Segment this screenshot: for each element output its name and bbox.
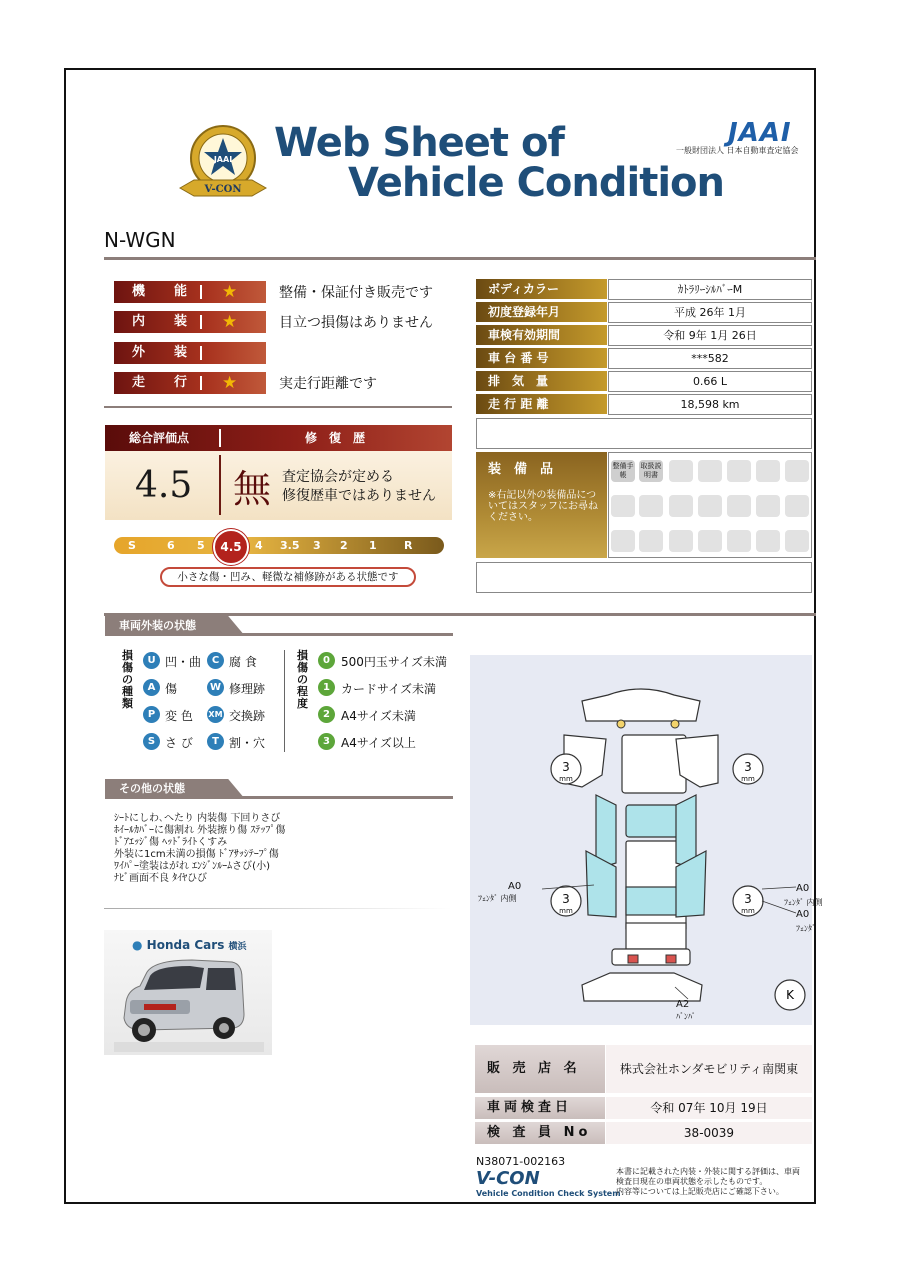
equipment-label: 装 備 品 [488,462,554,477]
shop-name-value: 株式会社ホンダモビリティ南関東 [606,1045,812,1093]
scale-label: 2 [340,539,348,552]
equipment-item-manual: 取扱説明書 [639,460,663,482]
scale-label: R [404,539,413,552]
spec-label-registration: 初度登録年月 [476,302,607,323]
mark-code-right2: A0 [796,909,810,920]
damage-code-s-icon: S [143,733,160,750]
scale-label: S [128,539,136,552]
damage-type-label: 凹・曲 [165,655,202,669]
current-score-marker: 4.5 [213,529,249,565]
rating-text-mileage: 実走行距離です [279,376,377,392]
equipment-empty-cell [639,495,663,517]
shop-name-label: 販 売 店 名 [475,1045,605,1093]
sheet-number: N38071-002163 [476,1155,566,1168]
rating-text-function: 整備・保証付き販売です [279,285,433,301]
damage-code-c-icon: C [207,652,224,669]
rating-label-mileage: 走 行 ★ [114,372,266,394]
k-mark: K [786,988,794,1002]
evaluation-header [105,425,452,451]
degree-2-icon: 2 [318,706,335,723]
equipment-empty-cell [756,530,780,552]
equipment-empty-cell [611,530,635,552]
repair-history-line2: 修復歴車ではありません [282,488,436,504]
damage-code-w-icon: W [207,679,224,696]
damage-type-label: 割・穴 [229,736,266,750]
score-scale-bar [114,537,444,554]
disclaimer-line2: 検査日現在の車両状態を示したものです。 [616,1177,768,1186]
spec-value-inspection: 令和 9年 1月 26日 [608,325,812,346]
spec-value-displacement: 0.66 L [608,371,812,392]
svg-text:mm: mm [559,775,573,783]
other-divider [104,908,452,909]
svg-text:JAAI: JAAI [213,155,233,164]
damage-type-title: 損傷の種類 [122,649,133,710]
equipment-blank-box [476,562,812,593]
equipment-empty-cell [785,495,809,517]
disclaimer-line3: 内容等については上記販売店にご確認下さい。 [616,1187,784,1196]
equipment-empty-cell [727,530,751,552]
svg-text:mm: mm [741,775,755,783]
rating-label-exterior: 外 装 [114,342,266,364]
damage-degree-label: 500円玉サイズ未満 [341,655,447,669]
equipment-empty-cell [611,495,635,517]
equipment-empty-cell [698,495,722,517]
vcon-footer-sub: Vehicle Condition Check System [476,1189,621,1198]
inspection-date-label: 車両検査日 [475,1097,605,1119]
spec-value-mileage: 18,598 km [608,394,812,415]
other-condition-line: ﾎｲｰﾙｶﾊﾞｰに傷割れ 外装擦り傷 ｽﾃｯﾌﾟ傷 [114,825,286,836]
honda-cars-logo: ● Honda Cars 横浜 [132,938,247,952]
spec-blank-box [476,418,812,449]
spec-label-color: ボディカラー [476,279,607,300]
damage-type-label: 修理跡 [229,682,266,696]
scale-label: 5 [197,539,205,552]
damage-type-label: 交換跡 [229,709,266,723]
damage-type-label: 腐 食 [229,655,257,669]
damage-code-a-icon: A [143,679,160,696]
damage-degree-label: A4サイズ以上 [341,736,416,750]
mark-code-right: A0 [796,883,810,894]
degree-0-icon: 0 [318,652,335,669]
degree-1-icon: 1 [318,679,335,696]
score-header: 総合評価点 [129,431,190,445]
legend-divider [284,650,285,752]
mark-part-left: ﾌｪﾝﾀﾞ 内側 [478,894,517,903]
svg-text:mm: mm [559,907,573,915]
spec-label-inspection: 車検有効期間 [476,325,607,346]
damage-code-p-icon: P [143,706,160,723]
title-divider [104,257,816,260]
equipment-empty-cell [756,460,780,482]
score-divider [219,455,221,515]
svg-text:V-CON: V-CON [204,184,242,195]
equipment-empty-cell [698,530,722,552]
mark-part-right: ﾌｪﾝﾀﾞ 内側 [784,898,823,907]
page-title-line2: Vehicle Condition [348,160,725,206]
equipment-empty-cell [669,530,693,552]
damage-degree-title: 損傷の程度 [297,649,308,710]
inspector-value: 38-0039 [606,1122,812,1144]
damage-diagram [470,655,823,1025]
equipment-empty-cell [639,530,663,552]
equipment-empty-cell [669,460,693,482]
inspector-label: 検 査 員 No [475,1122,605,1144]
spec-value-registration: 平成 26年 1月 [608,302,812,323]
exterior-section-header: 車両外装の状態 [105,616,453,636]
scale-label: 1 [369,539,377,552]
other-section-header: その他の状態 [105,779,453,799]
vehicle-model: N-WGN [104,228,176,252]
tire-depth-fl: 3 [562,760,570,774]
rating-label-interior: 内 装 ★ [114,311,266,333]
page-title-line1: Web Sheet of [274,120,564,166]
damage-code-t-icon: T [207,733,224,750]
mark-part-right2: ﾌｪﾝﾀﾞ [796,924,816,933]
equipment-empty-cell [727,495,751,517]
jaai-logo: JAAI [728,118,792,148]
mark-code-rear: A2 [676,999,690,1010]
star-icon: ★ [222,282,238,302]
damage-degree-label: カードサイズ未満 [341,682,437,696]
damage-type-label: 変 色 [165,709,193,723]
star-icon: ★ [222,312,238,332]
tire-depth-fr: 3 [744,760,752,774]
other-condition-line: ﾜｲﾊﾟｰ塗装はがれ ｴﾝｼﾞﾝﾙｰﾑさび(小) [114,861,270,872]
equipment-empty-cell [727,460,751,482]
spec-label-chassis: 車 台 番 号 [476,348,607,369]
equipment-empty-cell [785,460,809,482]
ratings-divider [104,406,452,408]
scale-label: 6 [167,539,175,552]
equipment-note: ※右記以外の装備品についてはスタッフにお尋ねください。 [488,490,598,523]
damage-type-label: さ び [165,736,193,750]
damage-code-xm-icon: XM [207,706,224,723]
mark-part-rear: ﾊﾞﾝﾊﾟ [676,1012,696,1021]
car-layout-diagram [470,655,823,1025]
other-condition-line: ﾅﾋﾞ画面不良 ﾀｲﾔひび [114,873,208,884]
rating-label-function: 機 能 ★ [114,281,266,303]
globe-icon: ● [132,938,143,952]
rating-text-interior: 目立つ損傷はありません [279,315,433,331]
overall-score: 4.5 [135,465,193,506]
inspection-date-value: 令和 07年 10月 19日 [606,1097,812,1119]
vcon-footer-logo: V-CON [476,1168,540,1189]
damage-type-label: 傷 [165,682,178,696]
star-icon: ★ [222,373,238,393]
tire-depth-rl: 3 [562,892,570,906]
damage-degree-label: A4サイズ未満 [341,709,416,723]
repair-history-line1: 査定協会が定める [282,469,394,485]
scale-label: 4 [255,539,263,552]
header-divider [219,429,221,447]
degree-3-icon: 3 [318,733,335,750]
jaai-subtitle: 一般財団法人 日本自動車査定協会 [676,146,799,155]
spec-label-displacement: 排 気 量 [476,371,607,392]
history-header: 修 復 歴 [305,431,366,445]
repair-history-mark: 無 [233,467,272,511]
spec-value-color: ｶﾄﾗﾘｰｼﾙﾊﾞｰM [608,279,812,300]
scale-label: 3.5 [280,539,300,552]
other-condition-line: ﾄﾞｱｴｯｼﾞ傷 ﾍｯﾄﾞﾗｲﾄくすみ [114,837,228,848]
equipment-empty-cell [756,495,780,517]
vehicle-photo [104,930,272,1055]
scale-label: 3 [313,539,321,552]
equipment-empty-cell [669,495,693,517]
other-condition-line: 外装に1cm未満の損傷 ﾄﾞｱｻｯｼﾃｰﾌﾟ傷 [114,849,279,860]
vcon-badge-logo [174,122,272,208]
car-illustration [114,956,264,1052]
mark-code-left: A0 [508,881,522,892]
equipment-empty-cell [698,460,722,482]
equipment-empty-cell [785,530,809,552]
equipment-item-maintenance-log: 整備手帳 [611,460,635,482]
score-note: 小さな傷・凹み、軽微な補修跡がある状態です [160,567,416,587]
other-condition-line: ｼｰﾄにしわ､へたり 内装傷 下回りさび [114,813,281,824]
spec-value-chassis: ***582 [608,348,812,369]
disclaimer-line1: 本書に記載された内装・外装に関する評価は、車両 [616,1167,800,1176]
tire-depth-rr: 3 [744,892,752,906]
spec-label-mileage: 走 行 距 離 [476,394,607,415]
damage-code-u-icon: U [143,652,160,669]
svg-text:mm: mm [741,907,755,915]
